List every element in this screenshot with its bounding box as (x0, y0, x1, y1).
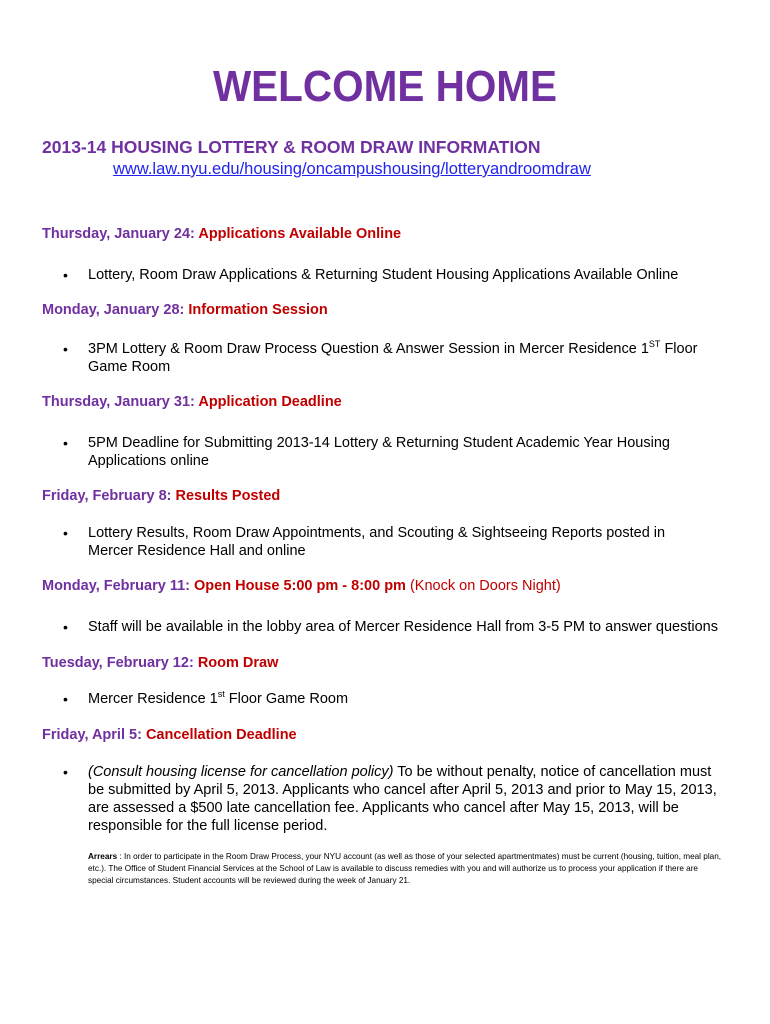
event-note: (Knock on Doors Night) (405, 578, 561, 594)
bullet-text-italic: (Consult housing license for cancellation policy) (88, 764, 394, 780)
bullet-text: Lottery, Room Draw Applications & Returning Student Housing Applications Available Online (88, 267, 679, 283)
event-date: Monday, January 28: (42, 302, 189, 318)
bullet-text-cont: Floor Game Room (224, 691, 349, 707)
event-title: Cancellation Deadline (145, 727, 297, 743)
arrears-label: Arrears (88, 852, 118, 861)
event-heading (42, 727, 297, 743)
event-bullet (63, 266, 728, 284)
event-heading (42, 488, 280, 504)
event-title: Information Session (188, 302, 328, 318)
event-bullet (63, 434, 718, 470)
bullet-icon: • (63, 525, 68, 541)
event-title: Results Posted (175, 488, 281, 504)
bullet-text: Staff will be available in the lobby area of Mercer Residence Hall from 3-5 PM to answer questions (88, 619, 718, 635)
event-title: Applications Available Online (198, 226, 402, 242)
bullet-text: Lottery Results, Room Draw Appointments, and Scouting & Sightseeing Reports posted in Mercer Residence Hall and online (88, 525, 666, 559)
bullet-icon: • (63, 764, 68, 780)
bullet-icon: • (63, 619, 68, 635)
event-date: Tuesday, February 12: (42, 655, 198, 671)
event-bullet (63, 763, 720, 835)
event-bullet (63, 689, 728, 708)
event-date: Thursday, January 24: (42, 226, 199, 242)
event-date: Monday, February 11: (42, 578, 195, 594)
bullet-text: Mercer Residence 1 (88, 691, 218, 707)
bullet-superscript: st (217, 689, 225, 699)
housing-link[interactable]: www.law.nyu.edu/housing/oncampushousing/lotteryandroomdraw (113, 160, 591, 178)
event-bullet (63, 618, 748, 636)
bullet-text: 5PM Deadline for Submitting 2013-14 Lottery & Returning Student Academic Year Housing Applications online (88, 435, 670, 469)
bullet-superscript: ST (648, 339, 661, 349)
event-date: Friday, February 8: (42, 488, 176, 504)
bullet-icon: • (63, 267, 68, 283)
event-heading (42, 655, 278, 671)
event-title: Room Draw (197, 655, 279, 671)
page-subtitle: 2013-14 HOUSING LOTTERY & ROOM DRAW INFORMATION (42, 137, 541, 157)
page-title: WELCOME HOME (212, 62, 558, 111)
bullet-icon: • (63, 341, 68, 357)
event-date: Friday, April 5: (42, 727, 146, 743)
bullet-icon: • (63, 435, 68, 451)
arrears-note (88, 851, 723, 887)
event-date: Thursday, January 31: (42, 394, 199, 410)
event-bullet (63, 524, 688, 560)
bullet-icon: • (63, 691, 68, 707)
event-heading (42, 578, 561, 594)
bullet-text: 3PM Lottery & Room Draw Process Question & Answer Session in Mercer Residence 1 (88, 341, 649, 357)
bullet-text: To be without penalty, notice of cancellation must be submitted by April 5, 2013. Applicants who cancel after April 5, 2013 and prior to May 15, 2013, are assessed a $500 late cancellation fee. Applicants who cancel after May 15, 2013, will be responsible for the full license period. (88, 764, 717, 834)
event-title: Open House 5:00 pm - 8:00 pm (194, 578, 406, 594)
arrears-text: : In order to participate in the Room Draw Process, your NYU account (as well as those of your selected apartmentmates) must be current (housing, tuition, meal plan, etc.). The Office of Student Financial Services at the School of Law is available to discuss remedies with you and will authorize us to process your application if there are special circumstances. Student accounts will be reviewed during the week of January 21. (88, 852, 722, 885)
event-heading (42, 226, 401, 242)
bullet-text-cont: Floor Game Room (88, 341, 698, 375)
event-heading (42, 394, 342, 410)
event-title: Application Deadline (198, 394, 342, 410)
event-bullet (63, 339, 718, 376)
event-heading (42, 302, 328, 318)
